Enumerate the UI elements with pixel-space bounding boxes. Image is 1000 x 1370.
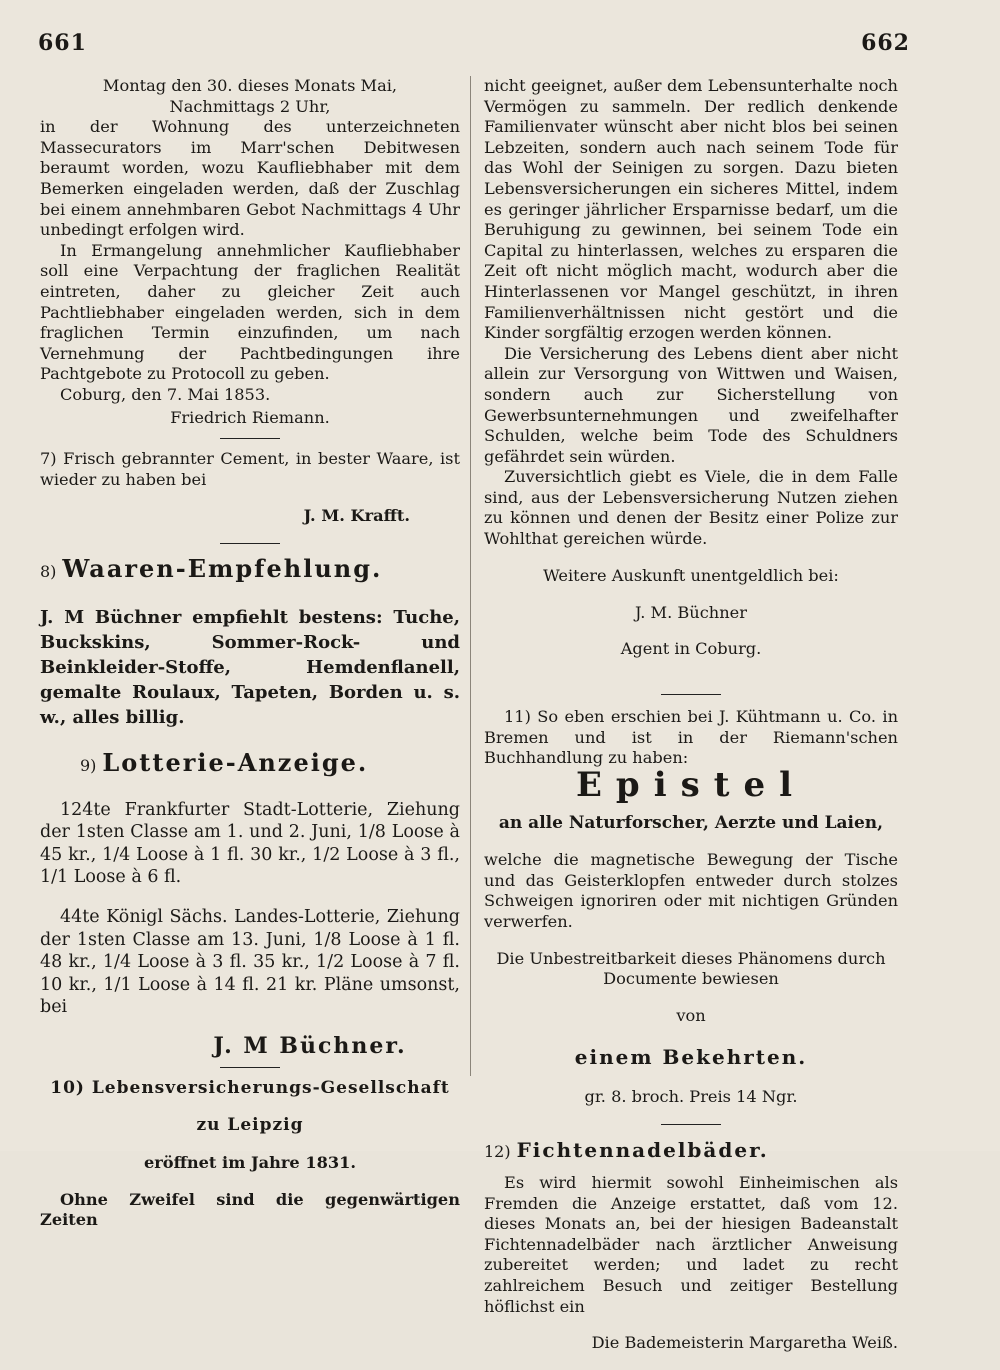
insurance-agent-place: Agent in Coburg.: [620, 639, 762, 659]
left-column: [40, 76, 460, 1231]
insurance-text-continued: nicht geeignet, außer dem Lebensunterhalte noch Vermögen zu sammeln. Der redlich denkende Familienvater wünscht aber nicht blos bei seinen Lebzeiten, sondern auch nach seinem Tode für das Wohl der Seinigen zu sorgen. Dazu bieten Lebensversicherungen ein sicheres Mittel, indem es geringer jährlicher Ersparnisse bedarf, um die Beruhigung zu gewinnen, bei seinem Tode ein Capital zu hinterlassen, welches zu ersparen die Zeit oft nicht möglich macht, wodurch aber die Hinterlassenen vor Mangel geschützt, in ihren Familienverhältnissen nicht gestört und die Kinder sorgfältig erzogen werden können.: [484, 76, 898, 343]
book-description-2: Die Unbestreitbarkeit dieses Phänomens durch Documente bewiesen: [496, 948, 886, 989]
lotto-heading: [40, 748, 460, 781]
section-rule: [661, 694, 721, 695]
bath-signature: Die Bademeisterin Margaretha Weiß.: [591, 1333, 898, 1353]
column-divider: [470, 76, 471, 1076]
book-title: Epistel: [576, 764, 806, 805]
page-number-left: 661: [38, 30, 87, 56]
auction-body-lease: In Ermangelung annehmlicher Kaufliebhaber soll eine Verpachtung der fraglichen Realität eintreten, daher zu gleicher Zeit auch Pachtliebhaber eingeladen werden, sich in dem fraglichen Termin einzufinden, um nach Vernehmung der Pachtbedingungen ihre Pachtgebote zu Protocoll zu geben.: [40, 240, 460, 384]
insurance-agent-name: J. M. Büchner: [635, 602, 747, 622]
book-author: einem Bekehrten.: [574, 1044, 808, 1069]
lotto-frankfurt: 124te Frankfurter Stadt-Lotterie, Ziehung der 1sten Classe am 1. und 2. Juni, 1/8 Loose à 45 kr., 1/4 Loose à 1 fl. 30 kr., 1/2 Loose à 3 fl., 1/1 Loose à 6 fl.: [40, 799, 460, 888]
bath-heading: [484, 1135, 898, 1167]
book-von: von: [676, 1006, 706, 1026]
auction-date-line: Montag den 30. dieses Monats Mai,: [102, 76, 398, 95]
book-intro: 11) So eben erschien bei J. Kühtmann u. Co. in Bremen und ist in der Riemann'schen Buchhandlung zu haben:: [484, 707, 898, 768]
section-rule: [220, 543, 280, 544]
lotto-number: 9): [80, 756, 97, 776]
auction-signature: Friedrich Riemann.: [170, 407, 330, 427]
waaren-title: Waaren-Empfehlung.: [62, 554, 383, 584]
section-rule: [220, 1067, 280, 1068]
page-number-right: 662: [861, 30, 910, 56]
insurance-city: zu Leipzig: [196, 1115, 304, 1136]
cement-ad: 7) Frisch gebrannter Cement, in bester Waare, ist wieder zu haben bei: [40, 449, 460, 489]
bath-number: 12): [484, 1142, 511, 1162]
cement-signature: J. M. Krafft.: [303, 506, 410, 526]
insurance-title: 10) Lebensversicherungs-Gesellschaft: [50, 1077, 450, 1098]
lotto-saxony: 44te Königl Sächs. Landes-Lotterie, Ziehung der 1sten Classe am 13. Juni, 1/8 Loose à 1 fl. 48 kr., 1/4 Loose à 3 fl. 35 kr., 1/2 Loose à 7 fl. 10 kr., 1/1 Loose à 14 fl. 21 kr. Pläne umsonst, bei: [40, 907, 460, 1018]
waaren-number: 8): [40, 562, 57, 582]
insurance-text-p2: Die Versicherung des Lebens dient aber nicht allein zur Versorgung von Wittwen und Waisen, sondern auch zur Sicherstellung von Gewerbsunternehmungen und zweifelhafter Schulden, welche beim Tode des Schuldners gefährdet sein würden.: [484, 343, 898, 466]
insurance-more-info: Weitere Auskunft unentgeldlich bei:: [543, 565, 839, 585]
lotto-title: Lotterie-Anzeige.: [102, 748, 369, 778]
waaren-body: J. M Büchner empfiehlt bestens: Tuche, Buckskins, Sommer-Rock- und Beinkleider-Stoffe, Hemdenflanell, gemalte Roulaux, Tapeten, Borden u. s. w., alles billig.: [40, 607, 460, 729]
insurance-founded: eröffnet im Jahre 1831.: [143, 1153, 357, 1173]
book-subtitle: an alle Naturforscher, Aerzte und Laien,: [498, 812, 884, 833]
bath-title: Fichtennadelbäder.: [516, 1138, 769, 1163]
insurance-text-p3: Zuversichtlich giebt es Viele, die in dem Falle sind, aus der Lebensversicherung Nutzen ziehen zu können und denen der Besitz einer Polize zur Wohlthat gereichen würde.: [484, 467, 898, 549]
insurance-text-start: Ohne Zweifel sind die gegenwärtigen Zeiten: [40, 1189, 460, 1230]
section-rule: [220, 438, 280, 439]
book-price: gr. 8. broch. Preis 14 Ngr.: [584, 1087, 798, 1107]
bath-body: Es wird hiermit sowohl Einheimischen als Fremden die Anzeige erstattet, daß vom 12. dieses Monats an, bei der hiesigen Badeanstalt Fichtennadelbäder nach ärztlicher Anweisung zubereitet werden; und ladet zu recht zahlreichem Besuch und zeitiger Bestellung höflichst ein: [484, 1173, 898, 1316]
auction-time-line: Nachmittags 2 Uhr,: [169, 96, 331, 116]
lotto-signature: J. M Büchner.: [213, 1033, 407, 1060]
show-through-text: ⠀: [520, 540, 570, 615]
section-rule: [661, 1124, 721, 1125]
auction-dateline: Coburg, den 7. Mai 1853.: [60, 384, 271, 404]
waaren-heading: [40, 554, 460, 587]
right-column: [484, 76, 898, 1370]
book-description: welche die magnetische Bewegung der Tische und das Geisterklopfen entweder durch stolzes Schweigen ignoriren oder mit nichtigen Gründen verwerfen.: [484, 850, 898, 931]
auction-body: in der Wohnung des unterzeichneten Massecurators im Marr'schen Debitwesen beraumt worden, wozu Kaufliebhaber mit dem Bemerken eingeladen werden, daß der Zuschlag bei einem annehmbaren Gebot Nachmittags 4 Uhr unbedingt erfolgen wird.: [40, 117, 460, 240]
